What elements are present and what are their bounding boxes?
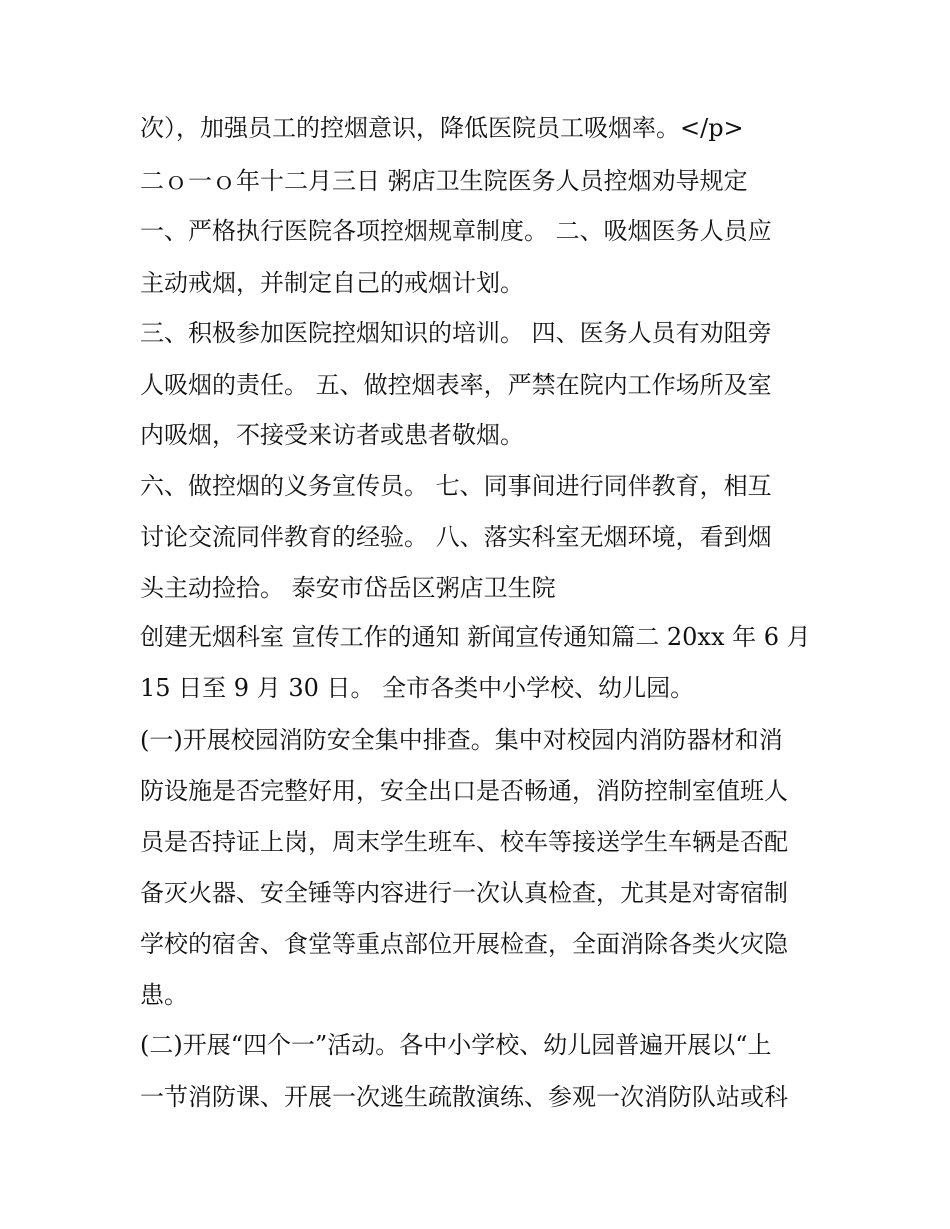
text-line: 创建无烟科室 宣传工作的通知 新闻宣传通知篇二 20xx 年 6 月 [140,623,811,651]
text-line: 防设施是否完整好用，安全出口是否畅通，消防控制室值班人 [140,777,788,805]
text-line: 主动戒烟，并制定自己的戒烟计划。 [140,269,524,297]
text-line: 讨论交流同伴教育的经验。 八、落实科室无烟环境，看到烟 [140,523,772,551]
text-line: 员是否持证上岗，周末学生班车、校车等接送学生车辆是否配 [140,828,788,856]
text-line: 15 日至 9 月 30 日。 全市各类中小学校、幼儿园。 [140,674,695,702]
text-line: 三、积极参加医院控烟知识的培训。 四、医务人员有劝阻旁 [140,319,772,347]
text-line: 一节消防课、开展一次逃生疏散演练、参观一次消防队站或科 [140,1083,788,1111]
text-line: 一、严格执行医院各项控烟规章制度。 二、吸烟医务人员应 [140,217,772,245]
text-line: 学校的宿舍、食堂等重点部位开展检查，全面消除各类火灾隐 [140,930,788,958]
text-line: 六、做控烟的义务宣传员。 七、同事间进行同伴教育，相互 [140,472,772,500]
text-line: (一)开展校园消防安全集中排查。集中对校园内消防器材和消 [140,726,783,754]
text-line: 人吸烟的责任。 五、做控烟表率，严禁在院内工作场所及室 [140,371,772,399]
text-line: 次），加强员工的控烟意识，降低医院员工吸烟率。</p> [140,114,744,142]
text-line: 备灭火器、安全锤等内容进行一次认真检查，尤其是对寄宿制 [140,879,788,907]
text-line: 头主动捡拾。 泰安市岱岳区粥店卫生院 [140,574,556,602]
text-line: 二ｏ一ｏ年十二月三日 粥店卫生院医务人员控烟劝导规定 [140,167,748,195]
text-line: 内吸烟，不接受来访者或患者敬烟。 [140,421,524,449]
text-line: (二)开展“四个一”活动。各中小学校、幼儿园普遍开展以“上 [140,1031,772,1059]
text-line: 患。 [140,981,188,1009]
